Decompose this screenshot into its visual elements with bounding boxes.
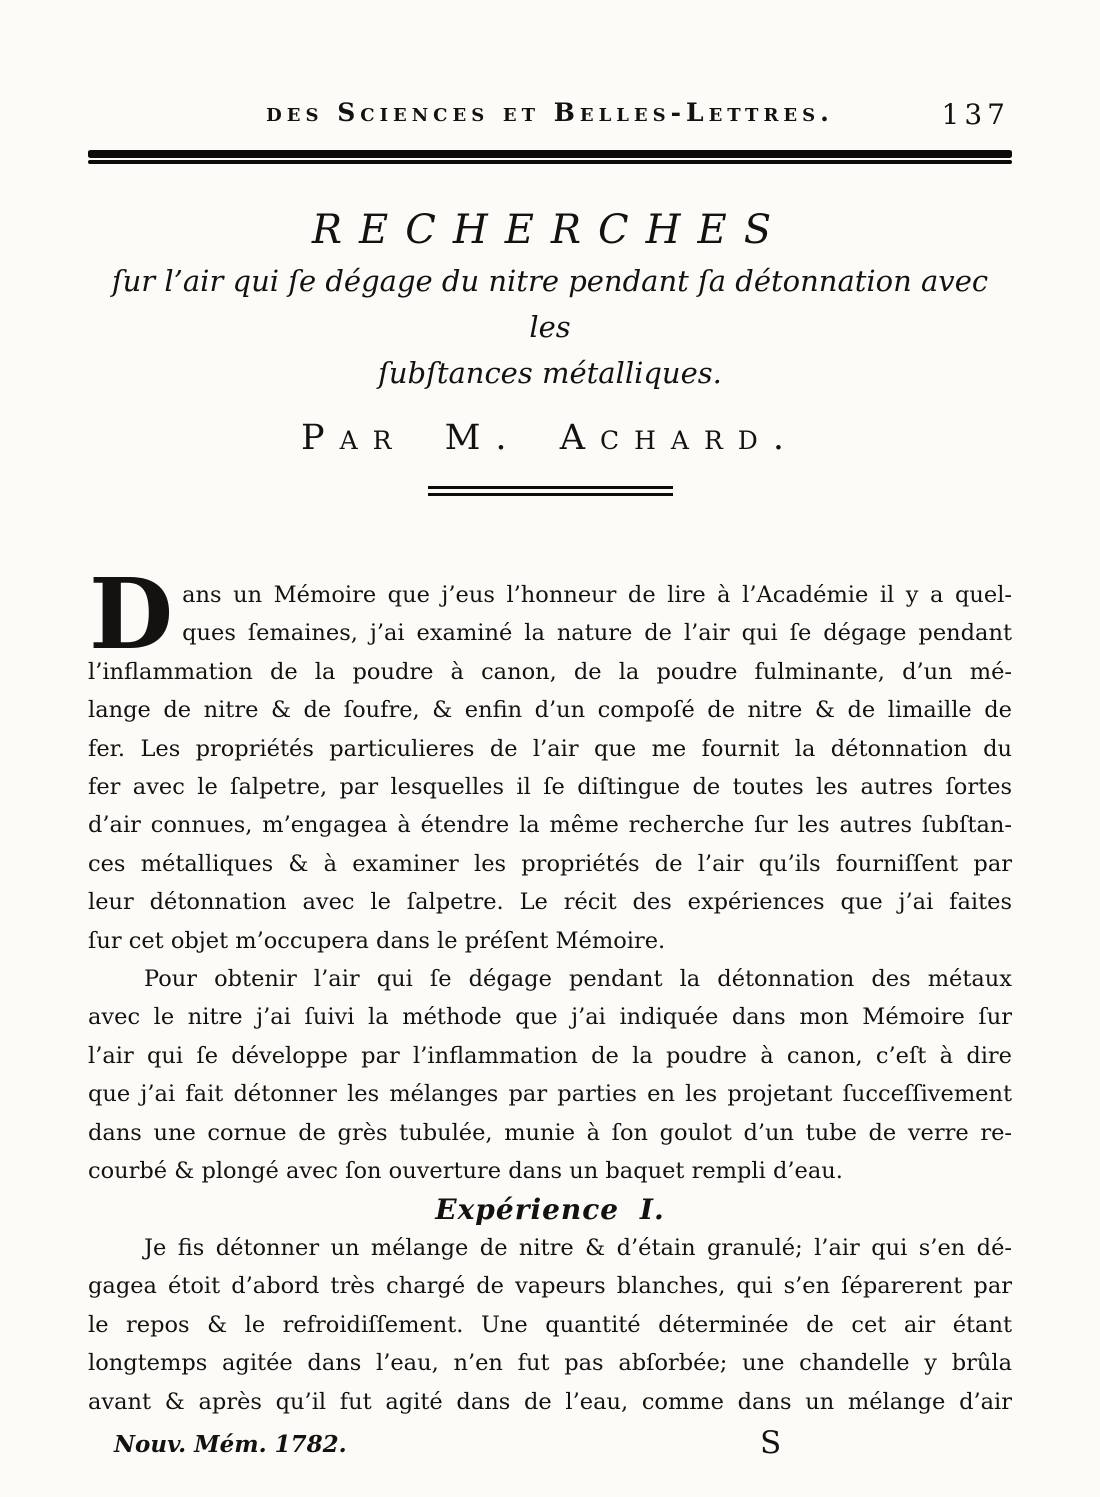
section-heading: Expérience I. [435, 1192, 665, 1226]
body-line: d’air connues, m’engagea à étendre la même recherche ſur les autres ſubſtan- [88, 812, 1012, 839]
volume-note: Nouv. Mém. 1782. [114, 1430, 347, 1458]
page-footer [88, 1424, 1012, 1473]
body-line: lange de nitre & de ſoufre, & enfin d’un compoſé de nitre & de limaille de [88, 697, 1012, 724]
body-line: fer avec le ſalpetre, par lesquelles il ſe diſtingue de toutes les autres ſortes [88, 774, 1012, 801]
article-subtitle [88, 258, 1012, 396]
article-body [88, 557, 1012, 1421]
running-title: des Sciences et Belles-Lettres. [266, 98, 834, 127]
signature-mark: S [760, 1424, 782, 1461]
body-line: l’air qui ſe développe par l’inflammation de la poudre à canon, c’eſt à dire [88, 1042, 1012, 1069]
body-line: longtemps agitée dans l’eau, n’en fut pas abſorbée; une chandelle y brûla [88, 1350, 1012, 1377]
header-rule [88, 150, 1012, 164]
body-line: Je fis détonner un mélange de nitre & d’étain granulé; l’air qui s’en dé- [144, 1234, 1012, 1261]
page-number: 137 [941, 98, 1010, 131]
drop-cap-initial: D [89, 557, 174, 671]
author-byline: Par M. Achard. [301, 418, 799, 458]
body-line: leur détonnation avec le ſalpetre. Le récit des expériences que j’ai faites [88, 889, 1012, 916]
paragraph-3 [88, 1229, 1012, 1421]
paragraph-2 [88, 960, 1012, 1190]
text-block [88, 0, 1012, 1473]
body-line: fer. Les propriétés particulieres de l’air que me fournit la détonnation du [88, 735, 1012, 762]
body-line: ces métalliques & à examiner les propriétés de l’air qu’ils fourniſſent par [88, 850, 1012, 877]
body-line: Pour obtenir l’air qui ſe dégage pendant la détonnation des métaux [144, 966, 1012, 993]
body-line: courbé & plongé avec ſon ouverture dans un baquet rempli d’eau. [88, 1158, 843, 1185]
body-line: ans un Mémoire que j’eus l’honneur de lire à l’Académie il y a quel- [182, 582, 1012, 608]
body-line: avant & après qu’il fut agité dans de l’eau, comme dans un mélange d’air [88, 1388, 1012, 1415]
body-line: avec le nitre j’ai ſuivi la méthode que j’ai indiquée dans mon Mémoire ſur [88, 1004, 1012, 1031]
page-header [88, 0, 1012, 130]
byline-rule [428, 486, 673, 496]
subtitle-line-1: ſur l’air qui ſe dégage du nitre pendant ſa détonnation avec les [111, 264, 989, 344]
article-title: RECHERCHES [311, 207, 789, 253]
body-line: que j’ai fait détonner les mélanges par parties en les projetant ſucceſſivement [88, 1081, 1012, 1108]
body-line: gagea étoit d’abord très chargé de vapeurs blanches, qui s’en ſéparerent par [88, 1273, 1012, 1300]
body-line: ſur cet objet m’occupera dans le préſent Mémoire. [88, 927, 666, 954]
body-line: dans une cornue de grès tubulée, munie à ſon goulot d’un tube de verre re- [88, 1119, 1012, 1146]
paragraph-1 [88, 557, 1012, 960]
body-line: le repos & le refroidiſſement. Une quantité déterminée de cet air étant [88, 1311, 1012, 1338]
subtitle-line-2: ſubſtances métalliques. [378, 356, 722, 390]
byline-rule-bottom-bar [428, 493, 673, 496]
header-rule-bottom-bar [88, 160, 1012, 164]
body-line: l’inflammation de la poudre à canon, de la poudre fulminante, d’un mé- [88, 658, 1012, 685]
header-rule-top-bar [88, 150, 1012, 158]
body-line: ques ſemaines, j’ai examiné la nature de l’air qui ſe dégage pendant [182, 620, 1012, 647]
